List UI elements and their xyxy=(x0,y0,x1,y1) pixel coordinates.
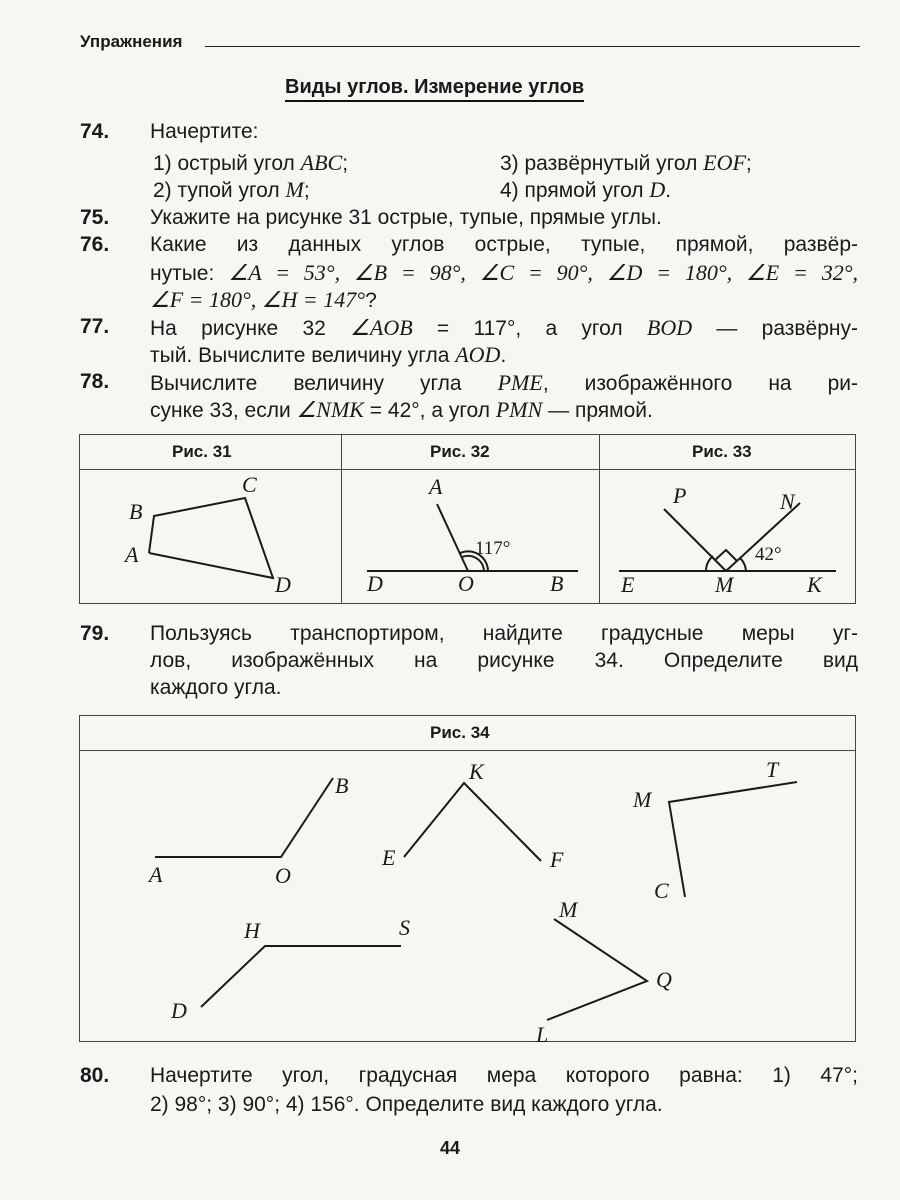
figure-31-quadrilateral xyxy=(149,498,273,578)
exercise-78-number: 78. xyxy=(80,370,110,393)
exercise-77-line-1: На рисунке 32 ∠AOB = 117°, а угол BOD — развёрну- xyxy=(150,315,859,340)
angle-dhs xyxy=(201,946,401,1007)
exercise-79-line-1: Пользуясь транспортиром, найдите градусные меры уг- xyxy=(150,622,858,645)
exercise-74-item-4: 4) прямой угол D. xyxy=(500,177,672,202)
figure-32-label-b: B xyxy=(549,570,563,596)
angle-mql xyxy=(547,919,647,1020)
exercise-77-line-2: тый. Вычислите величину угла AOD. xyxy=(150,342,507,367)
exercise-75-text: Укажите на рисунке 31 острые, тупые, прямые углы. xyxy=(150,206,662,229)
running-header: Упражнения xyxy=(80,32,183,51)
exercise-80-number: 80. xyxy=(80,1064,110,1087)
figure-32-label-d: D xyxy=(366,570,383,596)
label-q: Q xyxy=(655,966,672,992)
exercise-79-line-3: каждого угла. xyxy=(150,676,282,699)
figure-33-caption: Рис. 33 xyxy=(692,442,752,461)
label-k: K xyxy=(468,758,484,784)
label-h: H xyxy=(243,917,260,943)
figure-33-label-n: N xyxy=(779,488,795,514)
label-s: S xyxy=(398,914,410,940)
figure-33-angle-arc xyxy=(706,556,713,571)
figure-33-label-m: M xyxy=(714,571,733,597)
figures-31-33-table xyxy=(79,434,856,604)
exercise-78-line-2: сунке 33, если ∠NMK = 42°, а угол PMN — прямой. xyxy=(150,397,653,422)
label-m-top: M xyxy=(632,786,651,812)
exercise-80-line-2: 2) 98°; 3) 90°; 4) 156°. Определите вид каждого угла. xyxy=(150,1093,663,1116)
section-title: Виды углов. Измерение углов xyxy=(285,76,584,102)
exercise-79-line-2: лов, изображённых на рисунке 34. Определите вид xyxy=(150,649,858,672)
figure-33-angle-value: 42° xyxy=(754,543,782,565)
page-number: 44 xyxy=(439,1138,461,1158)
figure-31-label-a: A xyxy=(124,541,138,567)
exercise-74-item-2: 2) тупой угол M; xyxy=(153,177,310,202)
figure-33-right-angle-mark xyxy=(715,550,737,561)
exercise-78-line-1: Вычислите величину угла PME, изображённого на ри- xyxy=(150,370,858,395)
figures-31-33-drawing xyxy=(79,434,856,604)
figure-33-label-p: P xyxy=(672,482,686,508)
label-a: A xyxy=(148,861,162,887)
exercise-76-line-2: нутые: ∠A = 53°, ∠B = 98°, ∠C = 90°, ∠D = 180°, ∠E = 32°, xyxy=(150,260,858,285)
label-e: E xyxy=(381,844,395,870)
figure-32-label-a: A xyxy=(428,473,442,499)
figure-32-caption: Рис. 32 xyxy=(430,442,490,461)
angle-aob xyxy=(155,778,333,857)
label-l: L xyxy=(535,1021,548,1042)
label-d: D xyxy=(170,997,187,1023)
figure-34-drawing xyxy=(79,715,856,1042)
exercise-76-line-1: Какие из данных углов острые, тупые, прямой, развёр- xyxy=(150,233,858,256)
exercise-76-number: 76. xyxy=(80,233,110,256)
angle-cmt xyxy=(669,782,797,897)
figure-32-label-o: O xyxy=(457,570,474,596)
figure-32-angle-value: 117° xyxy=(474,537,510,559)
exercise-74-intro: Начертите: xyxy=(150,120,259,143)
exercise-74-item-1: 1) острый угол ABC; xyxy=(153,150,349,175)
exercise-79-number: 79. xyxy=(80,622,110,645)
figure-33-angle-arc xyxy=(740,558,746,571)
exercise-77-number: 77. xyxy=(80,315,110,338)
figure-31-caption: Рис. 31 xyxy=(172,442,232,461)
figure-32-ray-oa xyxy=(437,504,468,571)
label-o: O xyxy=(274,862,291,888)
figure-34-caption: Рис. 34 xyxy=(430,723,490,742)
figure-31-label-c: C xyxy=(241,471,257,497)
figure-34-frame xyxy=(79,715,856,1042)
exercise-80-line-1: Начертите угол, градусная мера которого равна: 1) 47°; xyxy=(150,1064,858,1087)
label-b: B xyxy=(334,772,348,798)
figure-33-label-k: K xyxy=(806,571,822,597)
label-f: F xyxy=(549,846,563,872)
exercise-76-line-3: ∠F = 180°, ∠H = 147°? xyxy=(150,287,377,312)
exercise-74-item-3: 3) развёрнутый угол EOF; xyxy=(500,150,752,175)
figure-31-label-b: B xyxy=(128,498,142,524)
exercise-74-number: 74. xyxy=(80,120,110,143)
figure-31-label-d: D xyxy=(274,571,291,597)
header-rule xyxy=(205,46,860,47)
figure-33-label-e: E xyxy=(620,571,634,597)
label-t: T xyxy=(765,756,778,782)
label-m-bottom: M xyxy=(558,896,577,922)
angle-ekf xyxy=(404,783,541,861)
figure-33-ray-mp xyxy=(664,509,726,571)
exercise-75-number: 75. xyxy=(80,206,110,229)
label-c: C xyxy=(653,877,669,903)
